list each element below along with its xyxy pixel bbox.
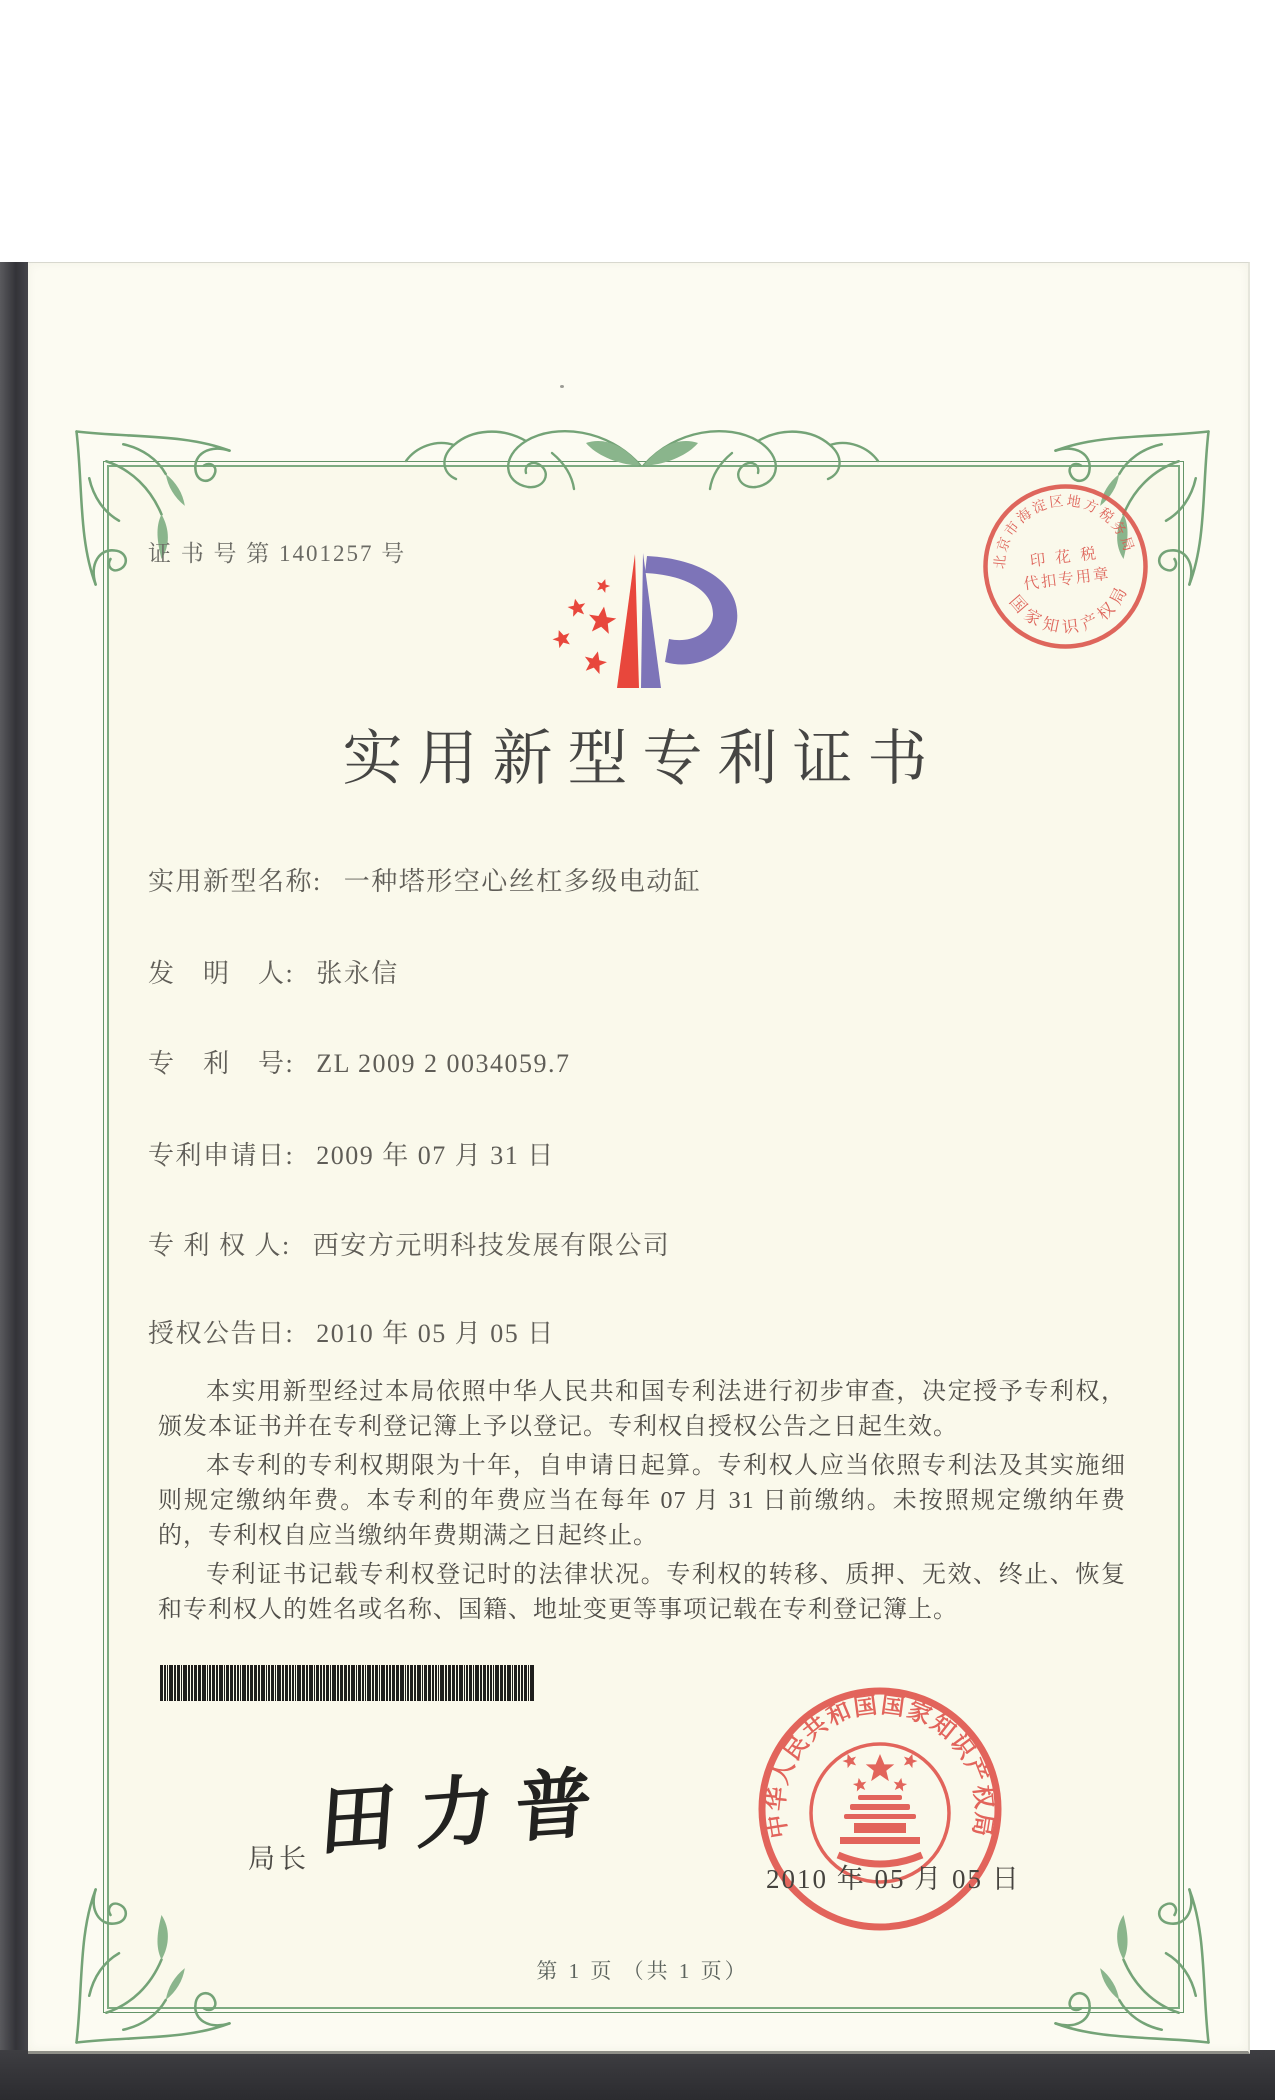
tax-stamp-center-line2: 代扣专用章 — [1022, 565, 1112, 594]
paragraph-grant: 本实用新型经过本局依照中华人民共和国专利法进行初步审查，决定授予专利权，颁发本证书并在专利登记簿上予以登记。专利权自授权公告之日起生效。 — [158, 1379, 1126, 1440]
field-label: 授权公告日: — [148, 1319, 295, 1348]
director-signature: 田力普 — [316, 1760, 617, 1866]
field-value: 2009 年 07 月 31 日 — [316, 1141, 555, 1170]
paragraph-term-fees: 本专利的专利权期限为十年，自申请日起算。专利权人应当依照专利法及其实施细则规定缴纳年费。本专利的年费应当在每年 07 月 31 日前缴纳。未按照规定缴纳年费的，专利权自应当缴纳年费期满之日起终止。 — [158, 1453, 1126, 1549]
field-value: 张永信 — [316, 959, 399, 988]
cnipa-logo-icon — [543, 531, 761, 697]
field-patent-number — [148, 1043, 571, 1080]
barcode — [160, 1665, 540, 1701]
paragraph-register: 专利证书记载专利权登记时的法律状况。专利权的转移、质押、无效、终止、恢复和专利权人的姓名或名称、国籍、地址变更等事项记载在专利登记簿上。 — [158, 1562, 1126, 1623]
certificate-number: 证 书 号 第 1401257 号 — [148, 541, 407, 566]
field-value: 西安方元明科技发展有限公司 — [312, 1231, 671, 1260]
certificate-paper — [28, 262, 1250, 2054]
cnipa-seal-icon — [744, 1673, 1021, 1945]
tax-stamp-icon — [957, 458, 1174, 675]
certificate-title: 实用新型专利证书 — [342, 726, 943, 792]
seal-date: 2010 年 05 月 05 日 — [766, 1864, 1021, 1894]
field-label: 专 利 权 人: — [148, 1231, 291, 1260]
seal-arc-text: 中华人民共和国国家知识产权局 — [763, 1692, 997, 1840]
tax-stamp-center-line1: 印 花 税 — [1028, 544, 1100, 571]
scan-dark-edge-left — [0, 262, 29, 2100]
top-center-ornament — [402, 415, 882, 511]
scan-artifact-dot — [560, 385, 564, 388]
field-utility-model-name — [148, 861, 701, 898]
field-label: 专利申请日: — [148, 1141, 295, 1170]
tax-stamp-arc-top-text: 北京市海淀区地方税务局 — [993, 494, 1137, 570]
legal-text-block — [158, 1375, 1126, 1632]
field-grant-date — [148, 1313, 555, 1350]
director-title-label: 局长 — [248, 1844, 310, 1874]
field-value: ZL 2009 2 0034059.7 — [316, 1049, 571, 1078]
field-value: 一种塔形空心丝杠多级电动缸 — [343, 867, 702, 896]
field-value: 2010 年 05 月 05 日 — [316, 1319, 555, 1348]
field-inventor — [148, 953, 399, 990]
field-label: 专 利 号: — [148, 1049, 295, 1078]
tax-stamp-arc-bottom-text: 国家知识产权局 — [1005, 579, 1133, 638]
scan-dark-edge-bottom — [0, 2050, 1275, 2100]
field-patentee — [148, 1225, 670, 1262]
field-application-date — [148, 1135, 555, 1172]
page-number-footer: 第 1 页 （共 1 页） — [536, 1959, 749, 1983]
field-label: 发 明 人: — [148, 959, 295, 988]
field-label: 实用新型名称: — [148, 867, 322, 896]
